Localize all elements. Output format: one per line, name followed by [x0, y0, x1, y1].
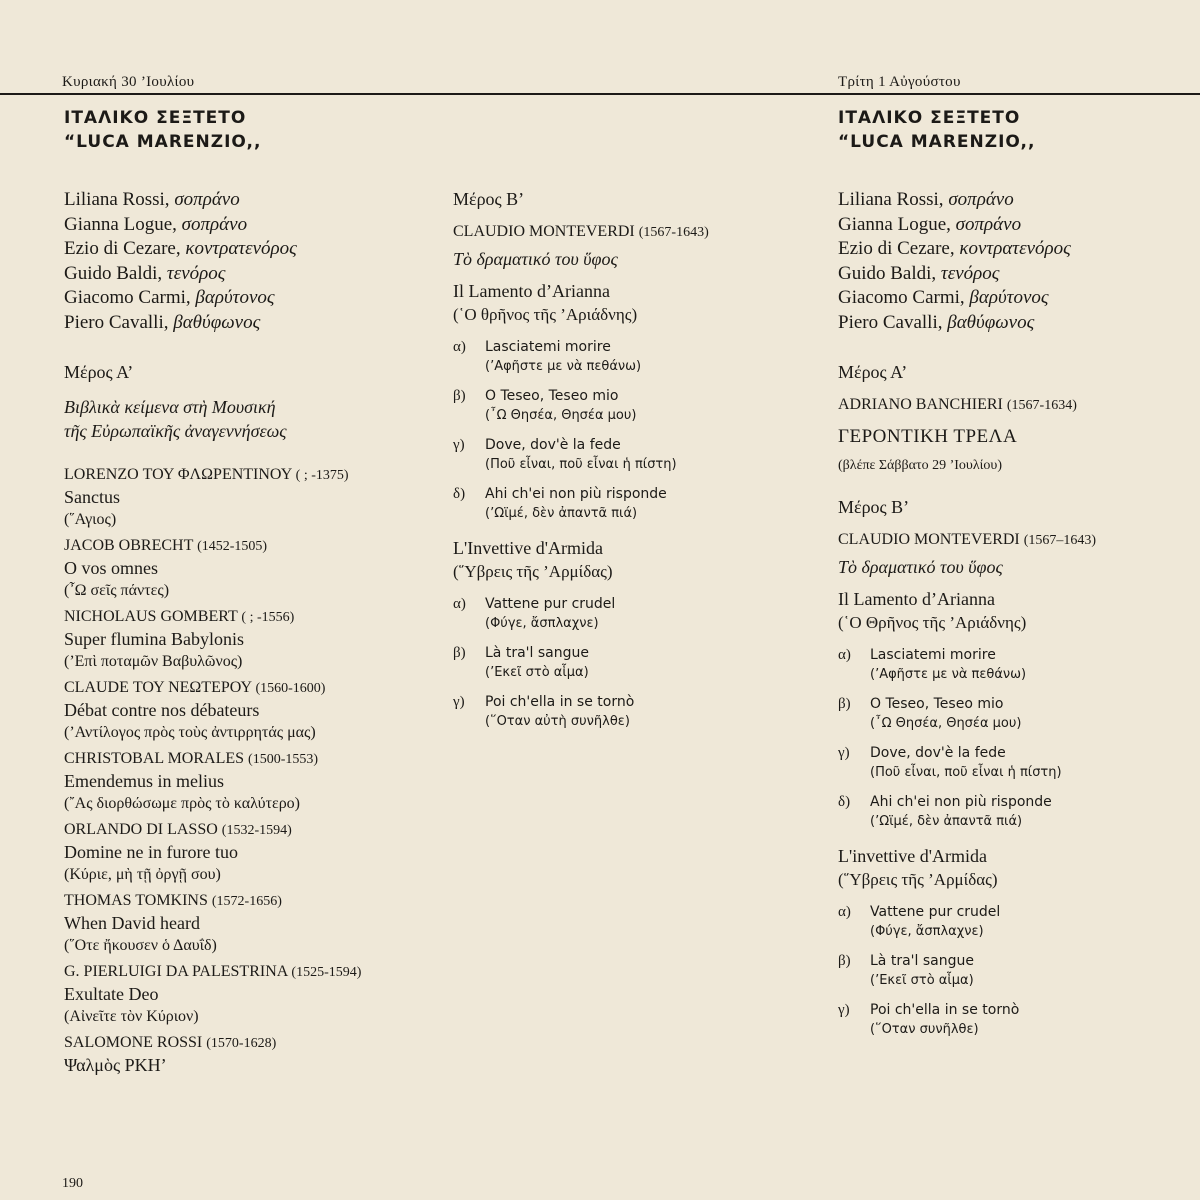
column-sunday: [64, 106, 424, 1083]
movement-number: α): [453, 596, 466, 612]
part-heading: Μέρος Β’: [838, 497, 910, 517]
composer-line: [838, 395, 1188, 416]
movement: [838, 1000, 1188, 1040]
movement-list: [838, 902, 1188, 1040]
composer-line: [64, 536, 424, 557]
composer-name: CHRISTOBAL MORALES: [64, 750, 245, 767]
composer-line: [453, 222, 803, 243]
movement-text: [485, 643, 589, 683]
work-translation: (῏Ω σεῖς πάντες): [64, 582, 170, 599]
movement-number: β): [453, 388, 466, 404]
work-translation: (’Αντίλογος πρὸς τοὺς ἀντιρρητάς μας): [64, 724, 316, 741]
performer-role: βαθύφωνος: [947, 311, 1035, 333]
composer-name: JACOB OBRECHT: [64, 537, 194, 554]
performer-name: Guido Baldi,: [64, 262, 163, 284]
movement-translation: (’Εκεῖ στὸ αἷμα): [485, 665, 589, 680]
movement-text: [485, 594, 615, 634]
movement: [453, 484, 803, 524]
performer: [64, 311, 424, 336]
performer-name: Giacomo Carmi,: [838, 287, 965, 308]
work-title: Super flumina Babylonis: [64, 629, 244, 649]
movement-title: Poi ch'ella in se tornò: [870, 1002, 1020, 1018]
movement-number: α): [453, 339, 466, 355]
performer: [838, 311, 1188, 336]
performer-name: Gianna Logue,: [838, 213, 951, 235]
movement-number: β): [838, 953, 851, 969]
performer-name: Piero Cavalli,: [838, 311, 943, 333]
composer-name: CLAUDIO MONTEVERDI: [453, 223, 635, 240]
performer-name: Gianna Logue,: [64, 213, 177, 235]
movement-text: [870, 792, 1052, 832]
movement: [838, 792, 1188, 832]
movement-list: [453, 594, 803, 732]
movement-text: [870, 743, 1062, 783]
composer-dates: (1570-1628): [206, 1036, 277, 1051]
performer: [838, 188, 1188, 213]
movement-list: [838, 645, 1188, 832]
movement-text: [870, 694, 1021, 734]
movement-text: [485, 386, 636, 426]
movement: [838, 694, 1188, 734]
performer-role: βαθύφωνος: [173, 311, 261, 333]
performer-list: [838, 188, 1188, 335]
work-title: L'invettive d'Armida: [838, 846, 987, 866]
performer-role: σοπράνο: [181, 213, 248, 235]
program-entry: [64, 820, 424, 885]
movement: [453, 337, 803, 377]
composer-name: NICHOLAUS GOMBERT: [64, 608, 238, 625]
performer-name: Ezio di Cezare,: [64, 238, 181, 259]
movement-translation: (Φύγε, ἄσπλαχνε): [485, 616, 599, 631]
movement-number: α): [838, 904, 851, 920]
movement-translation: (’Εκεῖ στὸ αἷμα): [870, 973, 974, 988]
work-translation: (Κύριε, μὴ τῇ ὀργῇ σου): [64, 866, 221, 883]
movement-number: δ): [838, 794, 851, 810]
movement: [453, 643, 803, 683]
page-number: 190: [62, 1176, 83, 1191]
work-translation: (’Επὶ ποταμῶν Βαβυλῶνος): [64, 653, 243, 670]
composer-line: [64, 1033, 424, 1054]
movement-translation: (Ποῦ εἶναι, ποῦ εἶναι ἡ πίστη): [485, 457, 677, 472]
work-title: When David heard: [64, 913, 200, 933]
movement-title: Là tra'l sangue: [870, 953, 974, 969]
performer-role: σοπράνο: [948, 189, 1014, 210]
performer-role: σοπράνο: [955, 213, 1022, 235]
movement-translation: (῏Ω Θησέα, Θησέα μου): [870, 716, 1022, 731]
composer-line: [64, 678, 424, 699]
movement-translation: (῞Οταν συνῆλθε): [870, 1022, 979, 1037]
composer-line: [64, 749, 424, 770]
program-entry: [64, 536, 424, 601]
movement-title: Ahi ch'ei non più risponde: [870, 794, 1052, 810]
work-title: Ψαλμὸς ΡΚΗ’: [64, 1055, 167, 1075]
movement-title: Là tra'l sangue: [485, 645, 589, 661]
composer-dates: (1572-1656): [211, 894, 282, 909]
movement-title: O Teseo, Teseo mio: [485, 388, 619, 404]
performer-name: Liliana Rossi,: [838, 189, 944, 210]
movement: [838, 951, 1188, 991]
composer-dates: ( ; -1375): [295, 468, 349, 483]
movement-translation: (’Ωϊμέ, δὲν ἀπαντᾶ πιά): [870, 814, 1023, 829]
work-translation: (῾Ο θρῆνος τῆς ’Αριάδνης): [453, 305, 638, 324]
movement-title: Lasciatemi morire: [870, 647, 996, 663]
performer-role: κοντρατενόρος: [959, 238, 1071, 259]
movement-text: [870, 951, 974, 991]
movement-title: Dove, dov'è la fede: [870, 745, 1006, 761]
performer-name: Guido Baldi,: [838, 262, 937, 284]
program-entries: [64, 465, 424, 1077]
composer-name: ORLANDO DI LASSO: [64, 821, 218, 838]
movement-title: Poi ch'ella in se tornò: [485, 694, 635, 710]
work-translation: (῾Ο Θρῆνος τῆς ’Αριάδνης): [838, 613, 1027, 632]
performer-role: τενόρος: [166, 262, 226, 284]
movement-number: α): [838, 647, 851, 663]
composer-line: [64, 962, 424, 983]
composer-name: THOMAS TOMKINS: [64, 892, 208, 909]
composer-dates: (1567–1643): [1023, 533, 1097, 548]
movement-title: Ahi ch'ei non più risponde: [485, 486, 667, 502]
movement-translation: (῏Ω Θησέα, Θησέα μου): [485, 408, 637, 423]
composer-name: SALOMONE ROSSI: [64, 1034, 203, 1051]
performer-name: Ezio di Cezare,: [838, 238, 955, 259]
composer-name: G. PIERLUIGI DA PALESTRINA: [64, 963, 288, 980]
program-entry: [64, 607, 424, 672]
program-theme: [64, 395, 424, 443]
composer-name: CLAUDE ΤΟΥ ΝΕΩΤΕΡΟΥ: [64, 679, 252, 696]
movement: [453, 435, 803, 475]
theme-line: Βιβλικὰ κείμενα στὴ Μουσική: [64, 397, 276, 417]
movement-translation: (Ποῦ εἶναι, ποῦ εἶναι ἡ πίστη): [870, 765, 1062, 780]
performer-role: βαρύτονος: [195, 287, 275, 308]
ensemble-name: ΙΤΑΛΙΚΟ ΣΕΞΤΕΤΟ: [64, 108, 247, 128]
movement-text: [485, 692, 634, 732]
movement: [838, 645, 1188, 685]
movement: [838, 743, 1188, 783]
composer-line: [64, 465, 424, 486]
work-translation: (῞Υβρεις τῆς ’Αρμίδας): [838, 870, 998, 889]
composer-line: [838, 530, 1188, 551]
work-title: Il Lamento d’Arianna: [838, 589, 995, 609]
movement-text: [870, 902, 1000, 942]
movement-title: Vattene pur crudel: [870, 904, 1001, 920]
performer: [838, 237, 1188, 262]
date-header-left: Κυριακή 30 ’Ιουλίου: [62, 74, 195, 90]
movement-translation: (’Ωϊμέ, δὲν ἀπαντᾶ πιά): [485, 506, 638, 521]
performer: [838, 262, 1188, 287]
work-title: Sanctus: [64, 487, 120, 507]
theme-line: τῆς Εὐρωπαϊκῆς ἀναγεννήσεως: [64, 421, 287, 441]
movement-number: β): [838, 696, 851, 712]
work-translation: (῎Ας διορθώσωμε πρὸς τὸ καλύτερο): [64, 795, 301, 812]
movement-text: [485, 337, 641, 377]
ensemble-name: ΙΤΑΛΙΚΟ ΣΕΞΤΕΤΟ: [838, 108, 1021, 128]
header-rule: [0, 93, 1200, 95]
work-translation: (Αἰνεῖτε τὸν Κύριον): [64, 1008, 199, 1025]
performer: [64, 237, 424, 262]
part-heading: Μέρος Β’: [453, 189, 525, 209]
performer-name: Giacomo Carmi,: [64, 287, 191, 308]
work-title: ΓΕΡΟΝΤΙΚΗ ΤΡΕΛΑ: [838, 426, 1018, 447]
composer-dates: (1532-1594): [221, 823, 292, 838]
composer-line: [64, 891, 424, 912]
performer-role: βαρύτονος: [969, 287, 1049, 308]
performer: [64, 188, 424, 213]
performer-name: Piero Cavalli,: [64, 311, 169, 333]
program-entry: [64, 1033, 424, 1077]
composer-dates: ( ; -1556): [241, 610, 295, 625]
column-tuesday: [838, 106, 1188, 1049]
movement-number: γ): [453, 694, 465, 710]
program-entry: [64, 962, 424, 1027]
work-title: Exultate Deo: [64, 984, 159, 1004]
movement-number: γ): [453, 437, 465, 453]
program-entry: [64, 891, 424, 956]
movement-translation: (’Αφῆστε με νὰ πεθάνω): [870, 667, 1027, 682]
movement-text: [485, 435, 677, 475]
date-header-right: Τρίτη 1 Αὐγούστου: [838, 74, 961, 90]
composer-dates: (1452-1505): [197, 539, 268, 554]
work-title: Domine ne in furore tuo: [64, 842, 238, 862]
composer-dates: (1567-1634): [1006, 398, 1077, 413]
program-theme: Τὸ δραματικό του ὕφος: [838, 557, 1003, 577]
ensemble-subtitle: “LUCA MARENZIO,,: [64, 132, 262, 152]
program-theme: Τὸ δραματικό του ὕφος: [453, 249, 618, 269]
part-heading: Μέρος Α’: [64, 362, 134, 382]
composer-dates: (1567-1643): [638, 225, 709, 240]
movement-title: Vattene pur crudel: [485, 596, 616, 612]
performer: [838, 213, 1188, 238]
work-translation: (῞Οτε ἤκουσεν ὁ Δαυΐδ): [64, 937, 217, 954]
performer-role: τενόρος: [940, 262, 1000, 284]
movement-number: β): [453, 645, 466, 661]
program-entry: [64, 465, 424, 530]
composer-line: [64, 607, 424, 628]
movement: [453, 692, 803, 732]
movement-number: δ): [453, 486, 466, 502]
work-title: Il Lamento d’Arianna: [453, 281, 610, 301]
movement: [453, 594, 803, 634]
movement-translation: (’Αφῆστε με νὰ πεθάνω): [485, 359, 642, 374]
movement: [838, 902, 1188, 942]
work-translation: (῞Αγιος): [64, 511, 117, 528]
composer-line: [64, 820, 424, 841]
movement-number: γ): [838, 745, 850, 761]
composer-name: LORENZO ΤΟΥ ΦΛΩΡΕΝΤΙΝΟΥ: [64, 466, 292, 483]
movement-number: γ): [838, 1002, 850, 1018]
movement-text: [870, 1000, 1019, 1040]
work-title: O vos omnes: [64, 558, 158, 578]
composer-dates: (1560-1600): [255, 681, 326, 696]
movement-title: O Teseo, Teseo mio: [870, 696, 1004, 712]
movement-translation: (Φύγε, ἄσπλαχνε): [870, 924, 984, 939]
program-entry: [64, 749, 424, 814]
work-translation: (῞Υβρεις τῆς ’Αρμίδας): [453, 562, 613, 581]
performer-role: σοπράνο: [174, 189, 240, 210]
performer: [64, 262, 424, 287]
movement-title: Lasciatemi morire: [485, 339, 611, 355]
performer: [838, 286, 1188, 311]
column-sunday-part-b: [453, 106, 803, 741]
program-entry: [64, 678, 424, 743]
movement-translation: (῞Οταν αὐτὴ συνῆλθε): [485, 714, 630, 729]
movement: [453, 386, 803, 426]
performer: [64, 286, 424, 311]
ensemble-subtitle: “LUCA MARENZIO,,: [838, 132, 1036, 152]
work-title: L'Invettive d'Armida: [453, 538, 603, 558]
composer-dates: (1500-1553): [248, 752, 319, 767]
cross-reference-note: (βλέπε Σάββατο 29 ’Ιουλίου): [838, 458, 1002, 473]
composer-name: CLAUDIO MONTEVERDI: [838, 531, 1020, 548]
performer-name: Liliana Rossi,: [64, 189, 170, 210]
performer: [64, 213, 424, 238]
movement-title: Dove, dov'è la fede: [485, 437, 621, 453]
movement-text: [485, 484, 667, 524]
work-title: Débat contre nos débateurs: [64, 700, 260, 720]
performer-role: κοντρατενόρος: [185, 238, 297, 259]
performer-list: [64, 188, 424, 335]
composer-dates: (1525-1594): [291, 965, 362, 980]
movement-list: [453, 337, 803, 524]
part-heading: Μέρος Α’: [838, 362, 908, 382]
composer-name: ADRIANO BANCHIERI: [838, 396, 1003, 413]
movement-text: [870, 645, 1026, 685]
work-title: Emendemus in melius: [64, 771, 224, 791]
